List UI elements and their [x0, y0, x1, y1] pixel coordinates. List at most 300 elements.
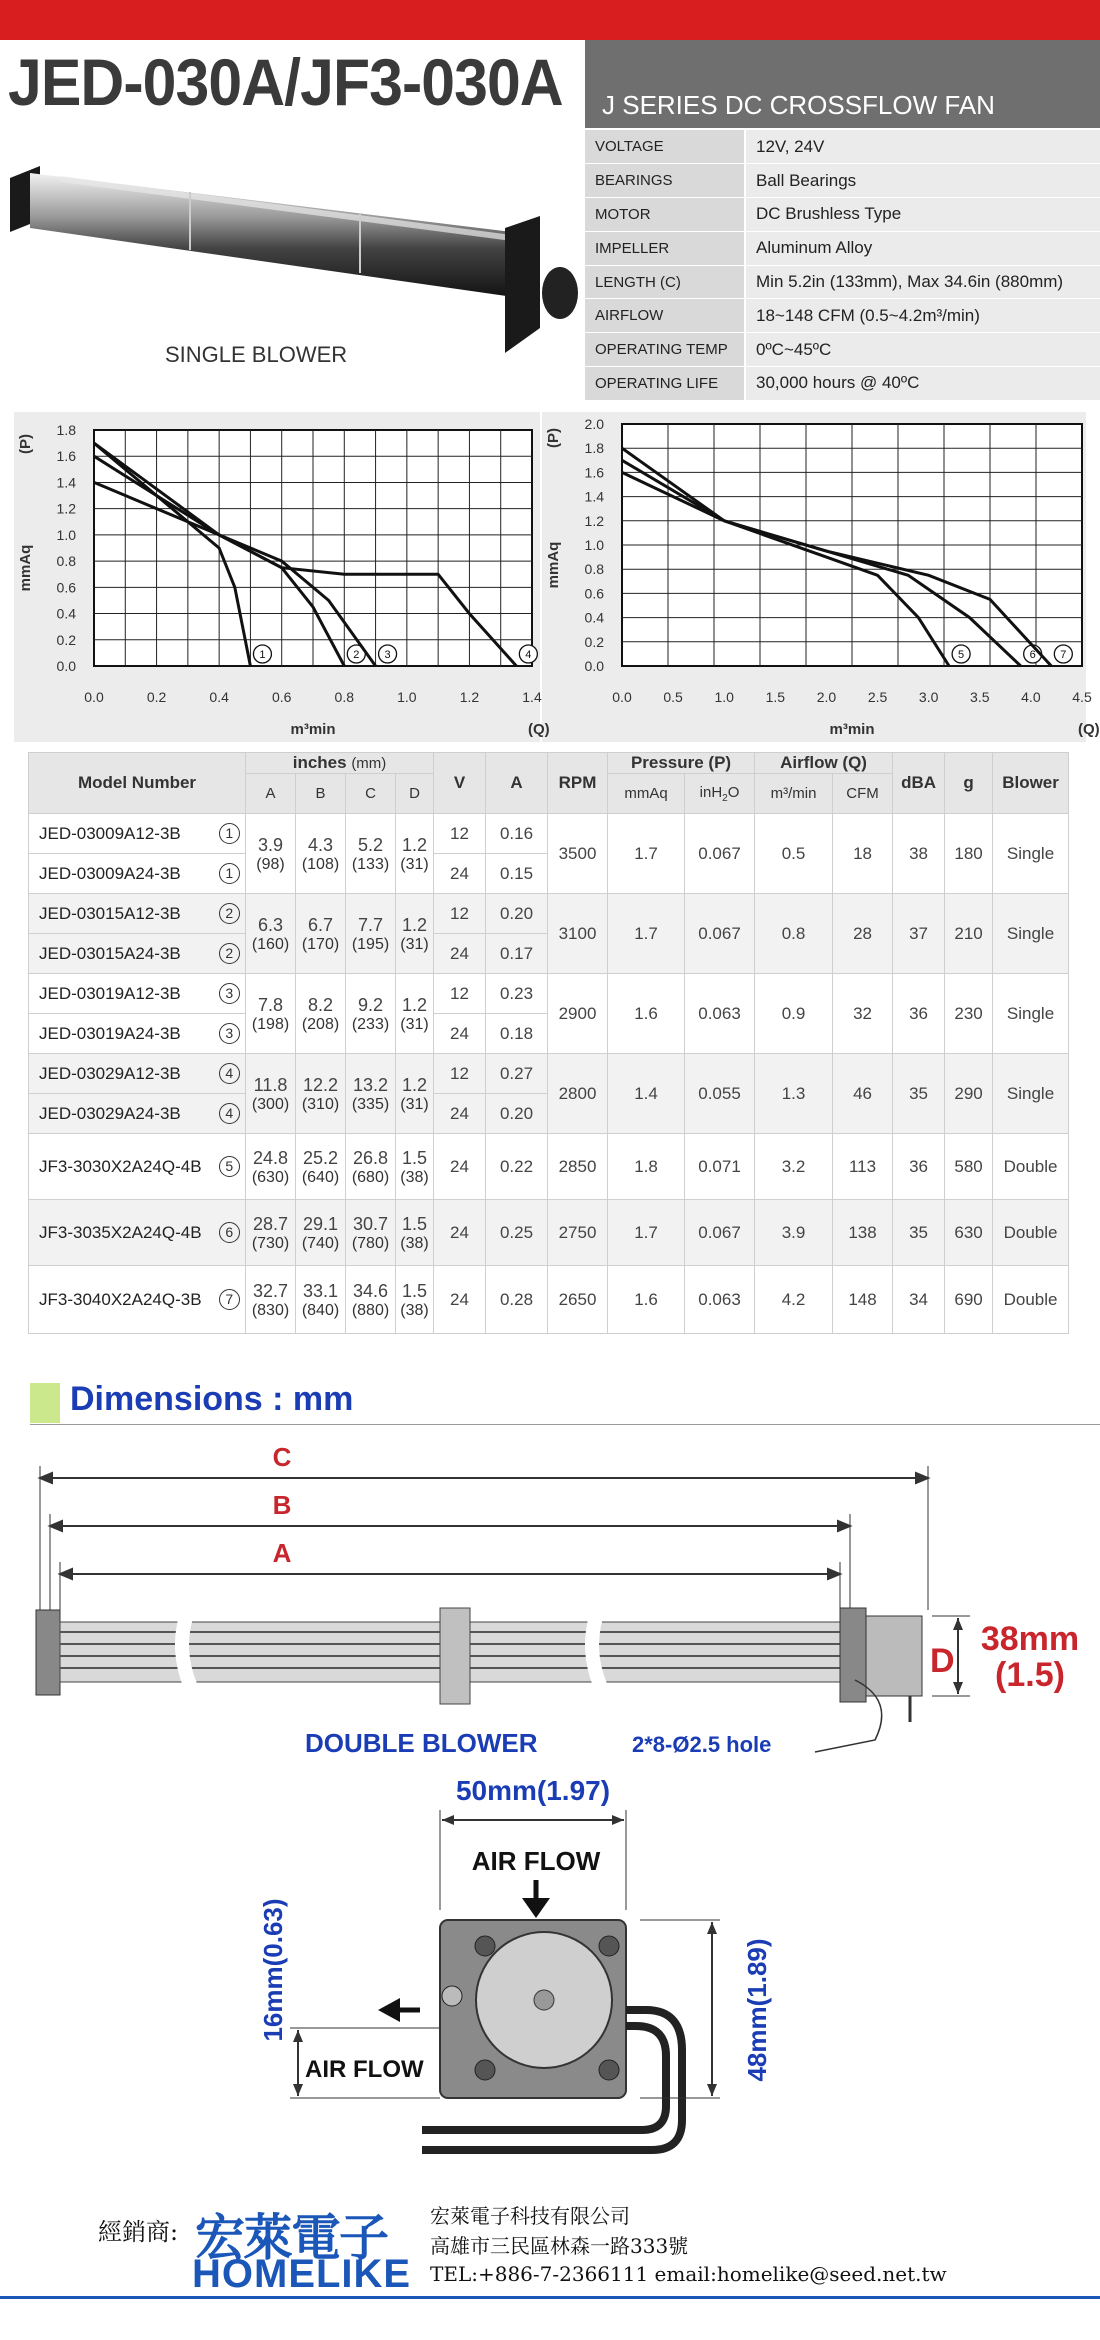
rpm-cell: 2750: [548, 1200, 608, 1266]
y-tick-label: 0.0: [56, 658, 76, 674]
inch-value: 1.2: [401, 834, 428, 855]
cfm-cell: 148: [833, 1266, 893, 1334]
curve-number-cell: [214, 1054, 246, 1094]
mm-value: (195): [351, 935, 390, 953]
dim-c-cell: [346, 974, 396, 1054]
y-tick-label: 0.6: [56, 579, 76, 596]
inch-value: 1.2: [401, 994, 428, 1015]
inch-value: 7.7: [357, 914, 384, 935]
col-pressure: Pressure (P): [608, 753, 755, 774]
y-tick-label: 0.8: [56, 553, 76, 570]
y-tick-label: 1.6: [56, 448, 76, 465]
mm-value: (38): [400, 1301, 429, 1319]
spec-key: OPERATING TEMP: [585, 333, 745, 367]
y-axis-label: mmAq: [17, 544, 34, 592]
inch-value: 28.7: [252, 1213, 289, 1234]
current-cell: 0.23: [486, 974, 548, 1014]
spec-key: AIRFLOW: [585, 299, 745, 333]
spec-table: [585, 130, 1100, 401]
series-label: 1: [259, 649, 266, 661]
series-label: 2: [353, 649, 360, 661]
mm-value: (780): [351, 1234, 390, 1252]
mm-value: (680): [351, 1168, 390, 1186]
inch-value: 32.7: [252, 1280, 289, 1301]
curve-number-badge: 6: [219, 1222, 240, 1243]
spec-key: IMPELLER: [585, 231, 745, 265]
company-contact: TEL:+886-7-2366111 email:homelike@seed.net.tw: [430, 2262, 947, 2286]
y-tick-label: 0.2: [584, 633, 604, 650]
y-tick-label: 0.4: [584, 609, 604, 626]
m3min-cell: 0.5: [755, 814, 833, 894]
mm-value: (31): [400, 1095, 429, 1113]
current-cell: 0.18: [486, 1014, 548, 1054]
inh2o-cell: 0.071: [685, 1134, 755, 1200]
inch-value: 24.8: [252, 1147, 289, 1168]
curve-number-badge: 3: [219, 983, 240, 1004]
spec-value: 12V, 24V: [745, 130, 1100, 164]
chart-double-blower: [542, 412, 1100, 742]
rpm-cell: 3100: [548, 894, 608, 974]
y-tick-label: 1.8: [56, 422, 76, 438]
voltage-cell: 24: [434, 1134, 486, 1200]
table-row: [29, 814, 1069, 854]
y-tick-label: 0.4: [56, 605, 76, 622]
curve-number-cell: [214, 1134, 246, 1200]
dba-cell: 34: [893, 1266, 945, 1334]
mmaq-cell: 1.7: [608, 814, 685, 894]
dim-a-cell: [246, 1054, 296, 1134]
dba-cell: 35: [893, 1200, 945, 1266]
height-mm-label: 38mm: [980, 1620, 1080, 1658]
chart-single-blower: [14, 412, 550, 742]
mm-value: (198): [251, 1015, 290, 1033]
mm-value: (730): [251, 1234, 290, 1252]
series-label: 5: [958, 649, 965, 661]
table-row: [29, 894, 1069, 934]
x-tick-label: 2.0: [816, 689, 837, 705]
inch-value: 7.8: [257, 994, 284, 1015]
curve-number-cell: [214, 974, 246, 1014]
inch-value: 6.3: [257, 914, 284, 935]
mm-label: (mm): [351, 755, 387, 772]
curve-number-badge: 7: [219, 1289, 240, 1310]
table-row: [29, 1200, 1069, 1266]
cfm-cell: 113: [833, 1134, 893, 1200]
voltage-cell: 12: [434, 894, 486, 934]
mm-value: (38): [400, 1168, 429, 1186]
curve-number-badge: 4: [219, 1063, 240, 1084]
x-tick-label: 0.2: [146, 689, 167, 705]
dim-a-cell: [246, 1134, 296, 1200]
x-tick-label: 3.5: [970, 689, 990, 705]
logo-english: HOMELIKE: [192, 2252, 412, 2296]
voltage-cell: 12: [434, 1054, 486, 1094]
inch-value: 29.1: [302, 1213, 339, 1234]
voltage-cell: 24: [434, 854, 486, 894]
y-axis-symbol: (P): [17, 434, 34, 454]
x-tick-label: 0.0: [84, 689, 104, 705]
air-flow-left-arrow: [378, 1998, 400, 2022]
table-row: [29, 1134, 1069, 1200]
curve-number-cell: [214, 1200, 246, 1266]
spec-key: MOTOR: [585, 198, 745, 232]
current-cell: 0.16: [486, 814, 548, 854]
dba-cell: 35: [893, 1054, 945, 1134]
dim-d-cell: [396, 1200, 434, 1266]
series-label: 7: [1060, 649, 1067, 661]
curve-number-badge: 5: [219, 1156, 240, 1177]
model-number-cell: JED-03029A12-3B: [29, 1054, 214, 1094]
col-inh2o: inH$_2$O: [685, 774, 755, 814]
spec-key: VOLTAGE: [585, 130, 745, 164]
blower-cell: Single: [993, 974, 1069, 1054]
air-flow-top-label: AIR FLOW: [471, 1846, 601, 1876]
mm-value: (840): [301, 1301, 340, 1319]
weight-cell: 180: [945, 814, 993, 894]
hole-label: 2*8-Ø2.5 hole: [632, 1732, 772, 1757]
mm-value: (160): [251, 935, 290, 953]
blower-cell: Single: [993, 894, 1069, 974]
m3min-cell: 0.8: [755, 894, 833, 974]
inch-value: 6.7: [307, 914, 334, 935]
mm-value: (630): [251, 1168, 290, 1186]
spec-key: LENGTH (C): [585, 265, 745, 299]
col-dba: dBA: [893, 753, 945, 814]
dim-a-cell: [246, 1200, 296, 1266]
spec-row: [585, 299, 1100, 333]
dim-b-cell: [296, 1200, 346, 1266]
spec-value: Aluminum Alloy: [745, 231, 1100, 265]
inch-value: 5.2: [357, 834, 384, 855]
model-table: [28, 752, 1069, 1334]
inch-value: 26.8: [352, 1147, 389, 1168]
dim-d-cell: [396, 814, 434, 894]
mmaq-cell: 1.6: [608, 974, 685, 1054]
curve-number-cell: [214, 1014, 246, 1054]
current-cell: 0.28: [486, 1266, 548, 1334]
mm-value: (170): [301, 935, 340, 953]
x-tick-label: 1.2: [459, 689, 480, 705]
inh2o-cell: 0.067: [685, 814, 755, 894]
dim-a-cell: [246, 814, 296, 894]
spec-row: [585, 231, 1100, 265]
col-d-dim: D: [396, 774, 434, 814]
spec-row: [585, 164, 1100, 198]
model-number-cell: JF3-3030X2A24Q-4B: [29, 1134, 214, 1200]
dim-c-cell: [346, 894, 396, 974]
model-number-cell: JF3-3040X2A24Q-3B: [29, 1266, 214, 1334]
dba-cell: 36: [893, 1134, 945, 1200]
inch-value: 34.6: [352, 1280, 389, 1301]
col-c-dim: C: [346, 774, 396, 814]
dba-cell: 37: [893, 894, 945, 974]
double-blower-drawing: [0, 1430, 1100, 1800]
dim-c-cell: [346, 1054, 396, 1134]
y-tick-label: 1.6: [584, 464, 604, 481]
curve-number-badge: 2: [219, 903, 240, 924]
y-tick-label: 2.0: [584, 416, 604, 432]
x-tick-label: 3.0: [918, 689, 939, 705]
curve-number-badge: 2: [219, 943, 240, 964]
model-number-cell: JED-03009A24-3B: [29, 854, 214, 894]
inh2o-cell: 0.055: [685, 1054, 755, 1134]
col-a: A: [486, 753, 548, 814]
dimensions-rule: [30, 1424, 1100, 1425]
blower-cell: Single: [993, 814, 1069, 894]
current-cell: 0.20: [486, 1094, 548, 1134]
curve-number-badge: 4: [219, 1103, 240, 1124]
dim-label-d: D: [930, 1642, 955, 1680]
inch-value: 1.5: [401, 1147, 428, 1168]
inch-value: 4.3: [307, 834, 334, 855]
mm-value: (31): [400, 855, 429, 873]
inch-value: 12.2: [302, 1074, 339, 1095]
curve-number-badge: 1: [219, 823, 240, 844]
voltage-cell: 24: [434, 1266, 486, 1334]
x-tick-label: 0.0: [612, 689, 632, 705]
x-tick-label: 0.4: [209, 689, 229, 705]
dim-b-cell: [296, 1266, 346, 1334]
curve-number-cell: [214, 1094, 246, 1134]
x-tick-label: 1.5: [765, 689, 786, 705]
mmaq-cell: 1.6: [608, 1266, 685, 1334]
curve-number-cell: [214, 854, 246, 894]
rpm-cell: 2900: [548, 974, 608, 1054]
side-view-drawing: [0, 1770, 1100, 2170]
y-tick-label: 1.2: [584, 512, 604, 529]
company-name: 宏萊電子科技有限公司: [430, 2204, 630, 2228]
mm-value: (310): [301, 1095, 340, 1113]
voltage-cell: 12: [434, 814, 486, 854]
inch-value: 13.2: [352, 1074, 389, 1095]
spec-row: [585, 130, 1100, 164]
dim-a-cell: [246, 1266, 296, 1334]
mm-value: (98): [256, 855, 285, 873]
voltage-cell: 24: [434, 1094, 486, 1134]
dimensions-marker: [30, 1383, 60, 1423]
curve-number-cell: [214, 894, 246, 934]
blower-cell: Double: [993, 1134, 1069, 1200]
dim-label-a: A: [272, 1538, 292, 1568]
voltage-cell: 24: [434, 1200, 486, 1266]
dim-c-cell: [346, 1266, 396, 1334]
model-title: JED-030A/JF3-030A: [8, 45, 563, 119]
y-tick-label: 0.8: [584, 561, 604, 578]
mm-value: (38): [400, 1234, 429, 1252]
mmaq-cell: 1.4: [608, 1054, 685, 1134]
current-cell: 0.20: [486, 894, 548, 934]
blower-cell: Double: [993, 1200, 1069, 1266]
y-tick-label: 1.8: [584, 440, 604, 457]
dim-d-cell: [396, 894, 434, 974]
mm-value: (300): [251, 1095, 290, 1113]
col-rpm: RPM: [548, 753, 608, 814]
dim-b-cell: [296, 974, 346, 1054]
distributor-label: 經銷商:: [98, 2218, 179, 2246]
mm-value: (133): [351, 855, 390, 873]
series-label: 3: [384, 649, 391, 661]
x-tick-label: 2.5: [867, 689, 888, 705]
col-model-number: Model Number: [29, 753, 246, 814]
dim-a-cell: [246, 894, 296, 974]
inch-value: 8.2: [307, 994, 334, 1015]
blower-cell: Single: [993, 1054, 1069, 1134]
x-tick-label: 0.5: [663, 689, 683, 705]
mmaq-cell: 1.7: [608, 1200, 685, 1266]
mm-value: (740): [301, 1234, 340, 1252]
inh2o-cell: 0.067: [685, 1200, 755, 1266]
curve-number-badge: 1: [219, 863, 240, 884]
x-tick-label: 1.0: [714, 689, 734, 705]
mm-value: (880): [351, 1301, 390, 1319]
dim-c-cell: [346, 814, 396, 894]
mm-value: (830): [251, 1301, 290, 1319]
weight-cell: 580: [945, 1134, 993, 1200]
table-row: [29, 974, 1069, 1014]
model-number-cell: JED-03015A12-3B: [29, 894, 214, 934]
m3min-cell: 3.2: [755, 1134, 833, 1200]
dim-d-cell: [396, 1134, 434, 1200]
x-axis-symbol: (Q): [528, 721, 550, 738]
rpm-cell: 2800: [548, 1054, 608, 1134]
dim-label-c: C: [272, 1442, 292, 1472]
curve-number-badge: 3: [219, 1023, 240, 1044]
weight-cell: 210: [945, 894, 993, 974]
model-number-cell: JED-03015A24-3B: [29, 934, 214, 974]
spec-key: BEARINGS: [585, 164, 745, 198]
spec-key: OPERATING LIFE: [585, 367, 745, 401]
inches-label: inches: [292, 753, 347, 772]
x-tick-label: 0.8: [334, 689, 355, 705]
spec-row: [585, 333, 1100, 367]
inch-value: 1.2: [401, 1074, 428, 1095]
model-number-cell: JED-03029A24-3B: [29, 1094, 214, 1134]
m3min-cell: 3.9: [755, 1200, 833, 1266]
dim-label-b: B: [272, 1490, 292, 1520]
mmaq-cell: 1.7: [608, 894, 685, 974]
inh2o-cell: 0.063: [685, 1266, 755, 1334]
model-number-cell: JF3-3035X2A24Q-4B: [29, 1200, 214, 1266]
rpm-cell: 2850: [548, 1134, 608, 1200]
mm-value: (108): [301, 855, 340, 873]
inch-value: 33.1: [302, 1280, 339, 1301]
inh2o-cell: 0.067: [685, 894, 755, 974]
cfm-cell: 138: [833, 1200, 893, 1266]
mmaq-cell: 1.8: [608, 1134, 685, 1200]
rpm-cell: 3500: [548, 814, 608, 894]
logo-chinese: 宏萊電子: [195, 2208, 387, 2267]
dba-cell: 38: [893, 814, 945, 894]
mm-value: (31): [400, 935, 429, 953]
voltage-cell: 24: [434, 1014, 486, 1054]
y-tick-label: 1.4: [56, 474, 76, 491]
inch-value: 1.2: [401, 914, 428, 935]
spec-value: DC Brushless Type: [745, 198, 1100, 232]
series-label: 4: [525, 649, 532, 661]
curve-number-cell: [214, 814, 246, 854]
curve-number-cell: [214, 1266, 246, 1334]
y-tick-label: 0.2: [56, 631, 76, 648]
dim-c-cell: [346, 1200, 396, 1266]
y-tick-label: 1.4: [584, 488, 604, 505]
x-axis-symbol: (Q): [1078, 721, 1100, 738]
side-height-label: 48mm(1.89): [742, 1938, 772, 2082]
curve-number-cell: [214, 934, 246, 974]
single-blower-label: SINGLE BLOWER: [165, 342, 348, 367]
current-cell: 0.25: [486, 1200, 548, 1266]
dim-d-cell: [396, 1054, 434, 1134]
inch-value: 25.2: [302, 1147, 339, 1168]
x-axis-label: m³min: [290, 721, 336, 738]
mm-value: (640): [301, 1168, 340, 1186]
weight-cell: 290: [945, 1054, 993, 1134]
weight-cell: 630: [945, 1200, 993, 1266]
dim-d-cell: [396, 1266, 434, 1334]
x-axis-label: m³min: [829, 721, 875, 738]
x-tick-label: 1.4: [522, 689, 542, 705]
m3min-cell: 4.2: [755, 1266, 833, 1334]
dim-b-cell: [296, 894, 346, 974]
cfm-cell: 18: [833, 814, 893, 894]
series-title: J SERIES DC CROSSFLOW FAN: [602, 90, 995, 120]
col-m3min: m³/min: [755, 774, 833, 814]
dba-cell: 36: [893, 974, 945, 1054]
x-tick-label: 0.6: [271, 689, 292, 705]
outlet-height-label: 16mm(0.63): [258, 1898, 288, 2042]
footer-rule: [0, 2296, 1100, 2299]
current-cell: 0.15: [486, 854, 548, 894]
cfm-cell: 46: [833, 1054, 893, 1134]
air-flow-left-label: AIR FLOW: [305, 2056, 424, 2083]
dim-b-cell: [296, 814, 346, 894]
current-cell: 0.17: [486, 934, 548, 974]
table-row: [29, 1054, 1069, 1094]
series-label: 6: [1029, 649, 1036, 661]
col-inches: [246, 753, 434, 774]
table-row: [29, 1266, 1069, 1334]
m3min-cell: 0.9: [755, 974, 833, 1054]
col-b-dim: B: [296, 774, 346, 814]
col-airflow: Airflow (Q): [755, 753, 893, 774]
double-blower-label: DOUBLE BLOWER: [305, 1728, 538, 1758]
y-axis-label: mmAq: [545, 541, 562, 589]
col-cfm: CFM: [833, 774, 893, 814]
y-tick-label: 0.0: [584, 658, 604, 674]
dim-b-cell: [296, 1134, 346, 1200]
col-a-dim: A: [246, 774, 296, 814]
x-tick-label: 4.5: [1072, 689, 1092, 705]
mm-value: (208): [301, 1015, 340, 1033]
y-tick-label: 1.0: [56, 526, 76, 543]
col-blower: Blower: [993, 753, 1069, 814]
model-number-cell: JED-03019A12-3B: [29, 974, 214, 1014]
top-red-bar: [0, 0, 1100, 40]
mm-value: (31): [400, 1015, 429, 1033]
inch-value: 9.2: [357, 994, 384, 1015]
weight-cell: 230: [945, 974, 993, 1054]
x-tick-label: 4.0: [1021, 689, 1041, 705]
inh2o-cell: 0.063: [685, 974, 755, 1054]
width-label: 50mm(1.97): [455, 1775, 611, 1806]
inch-value: 11.8: [253, 1074, 288, 1095]
voltage-cell: 12: [434, 974, 486, 1014]
spec-value: 30,000 hours @ 40ºC: [745, 367, 1100, 401]
current-cell: 0.22: [486, 1134, 548, 1200]
model-number-cell: JED-03009A12-3B: [29, 814, 214, 854]
current-cell: 0.27: [486, 1054, 548, 1094]
rpm-cell: 2650: [548, 1266, 608, 1334]
inch-value: 3.9: [257, 834, 284, 855]
